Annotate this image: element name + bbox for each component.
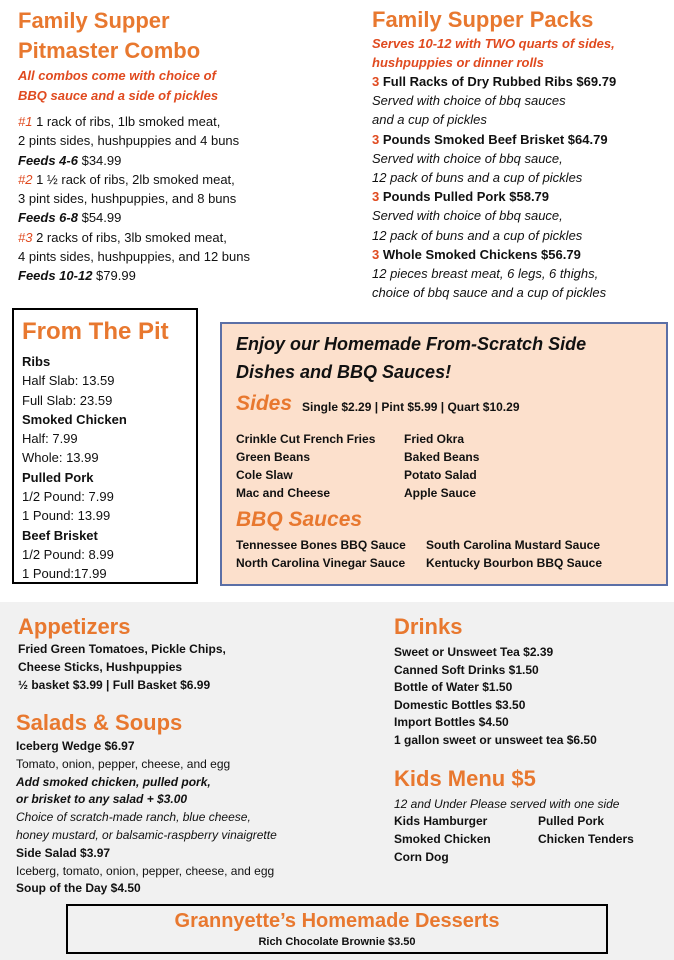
family-packs-note <box>372 34 615 72</box>
sauce-list <box>236 536 603 572</box>
side-item: Potato Salad <box>404 468 477 482</box>
salad-dressing: honey mustard, or balsamic-raspberry vinaigrette <box>16 827 277 842</box>
pack-desc: 12 pieces breast meat, 6 legs, 6 thighs, <box>372 266 599 282</box>
drinks-title: Drinks <box>394 614 463 639</box>
pack-number: 3 <box>372 131 380 147</box>
sides-list <box>236 430 480 502</box>
family-packs-title: Family Supper Packs <box>372 7 594 32</box>
pit-price: Full Slab: 23.59 <box>22 392 113 408</box>
combo-list <box>18 112 250 286</box>
pack-name: Pounds Smoked Beef Brisket $64.79 <box>379 131 608 147</box>
sides-prices: Single $2.29 | Pint $5.99 | Quart $10.29 <box>302 400 520 414</box>
pack-item <box>372 245 616 303</box>
salad-desc: Iceberg, tomato, onion, pepper, cheese, and egg <box>16 863 275 878</box>
kids-menu-note: 12 and Under Please served with one side <box>394 797 620 811</box>
kids-item: Smoked Chicken <box>394 832 491 846</box>
side-item: Apple Sauce <box>404 486 477 500</box>
combo-item <box>18 112 250 170</box>
family-supper-title-line2: Pitmaster Combo <box>18 38 201 63</box>
sides-intro-line2: Dishes and BBQ Sauces! <box>236 362 452 382</box>
combo-line: 2 pints sides, hushpuppies and 4 buns <box>18 133 240 149</box>
desserts-box <box>66 904 608 954</box>
kids-menu-title: Kids Menu $5 <box>394 766 536 791</box>
drink-item: 1 gallon sweet or unsweet tea $6.50 <box>394 732 597 747</box>
pit-category: Pulled Pork <box>22 469 94 485</box>
combo-price: $54.99 <box>77 210 122 226</box>
family-supper-title-line1: Family Supper <box>18 8 170 33</box>
sides-intro-line1: Enjoy our Homemade From-Scratch Side <box>236 334 587 354</box>
kids-item: Corn Dog <box>394 850 449 864</box>
sauce-item: Kentucky Bourbon BBQ Sauce <box>426 556 603 570</box>
family-packs-note-line1: Serves 10-12 with TWO quarts of sides, <box>372 36 615 51</box>
pack-item <box>372 187 616 245</box>
pack-name: Full Racks of Dry Rubbed Ribs $69.79 <box>379 74 617 89</box>
combo-line: 4 pints sides, hushpuppies, and 12 buns <box>18 249 251 265</box>
pack-number: 3 <box>372 74 380 89</box>
soup-item: Soup of the Day $4.50 <box>16 881 141 896</box>
drinks-list <box>394 644 597 750</box>
pit-category: Smoked Chicken <box>22 411 127 427</box>
salad-item: Side Salad $3.97 <box>16 845 111 860</box>
sides-sauces-box <box>220 322 668 586</box>
pack-item <box>372 130 616 188</box>
pit-price: 1 Pound:17.99 <box>22 566 107 582</box>
combo-line: 3 pint sides, hushpuppies, and 8 buns <box>18 191 237 207</box>
family-packs-note-line2: hushpuppies or dinner rolls <box>372 55 544 70</box>
combo-line: 1 rack of ribs, 1lb smoked meat, <box>32 114 221 129</box>
salad-dressing: Choice of scratch-made ranch, blue cheese, <box>16 810 251 825</box>
combo-item <box>18 228 250 286</box>
drink-item: Bottle of Water $1.50 <box>394 680 513 695</box>
combo-number: #3 <box>18 229 33 245</box>
kids-item: Pulled Pork <box>538 814 605 828</box>
pack-desc: and a cup of pickles <box>372 112 487 128</box>
salad-item: Iceberg Wedge $6.97 <box>16 739 135 753</box>
side-item: Baked Beans <box>404 450 480 464</box>
sides-intro <box>236 330 586 386</box>
salad-desc: Tomato, onion, pepper, cheese, and egg <box>16 756 231 771</box>
kids-item: Kids Hamburger <box>394 814 488 828</box>
pit-category: Ribs <box>22 354 51 369</box>
pack-name: Pounds Pulled Pork $58.79 <box>379 189 550 205</box>
drink-item: Canned Soft Drinks $1.50 <box>394 662 539 677</box>
drink-item: Domestic Bottles $3.50 <box>394 697 526 712</box>
combo-number: #2 <box>18 171 33 187</box>
combo-line: 2 racks of ribs, 3lb smoked meat, <box>32 229 227 245</box>
salads-soups-title: Salads & Soups <box>16 710 183 735</box>
combo-price: $79.99 <box>92 268 136 284</box>
pit-list <box>22 352 188 584</box>
appetizer-price: ½ basket $3.99 | Full Basket $6.99 <box>18 678 211 692</box>
combo-feeds: Feeds 6-8 <box>18 210 78 226</box>
salad-addon: or brisket to any salad + $3.00 <box>16 792 188 807</box>
side-item: Green Beans <box>236 450 311 464</box>
dessert-item: Rich Chocolate Brownie $3.50 <box>258 936 416 948</box>
pack-list <box>372 72 616 302</box>
pit-price: 1/2 Pound: 7.99 <box>22 489 114 505</box>
salads-list <box>16 738 277 898</box>
family-supper-note-line1: All combos come with choice of <box>18 68 216 83</box>
sauce-item: North Carolina Vinegar Sauce <box>236 556 406 570</box>
kids-item: Chicken Tenders <box>538 832 634 846</box>
pack-desc: Served with choice of bbq sauce, <box>372 150 563 166</box>
side-item: Crinkle Cut French Fries <box>236 432 376 446</box>
family-supper-note <box>18 66 218 106</box>
pit-price: Half Slab: 13.59 <box>22 373 115 389</box>
pit-price: 1/2 Pound: 8.99 <box>22 546 114 562</box>
pack-name: Whole Smoked Chickens $56.79 <box>379 246 581 262</box>
pack-item <box>372 72 616 130</box>
drink-item: Sweet or Unsweet Tea $2.39 <box>394 645 554 659</box>
combo-number: #1 <box>18 114 33 129</box>
salad-addon: Add smoked chicken, pulled pork, <box>16 774 211 789</box>
family-supper-title <box>18 6 200 66</box>
side-item: Cole Slaw <box>236 468 293 482</box>
pack-desc: choice of bbq sauce and a cup of pickles <box>372 285 607 301</box>
from-the-pit-box <box>12 308 198 584</box>
appetizer-line: Cheese Sticks, Hushpuppies <box>18 660 183 674</box>
desserts-title: Grannyette’s Homemade Desserts <box>174 910 500 932</box>
bbq-sauces-title: BBQ Sauces <box>236 508 363 531</box>
appetizer-line: Fried Green Tomatoes, Pickle Chips, <box>18 642 226 656</box>
sides-title: Sides <box>236 392 293 415</box>
pit-price: Half: 7.99 <box>22 431 78 447</box>
pit-category: Beef Brisket <box>22 527 98 543</box>
pit-title: From The Pit <box>22 318 169 345</box>
combo-feeds: Feeds 4-6 <box>18 152 78 168</box>
pack-desc: Served with choice of bbq sauces <box>372 93 566 109</box>
drink-item: Import Bottles $4.50 <box>394 715 509 730</box>
appetizers-title: Appetizers <box>18 614 131 639</box>
pack-desc: 12 pack of buns and a cup of pickles <box>372 227 583 243</box>
combo-feeds: Feeds 10-12 <box>18 268 93 284</box>
combo-line: 1 ½ rack of ribs, 2lb smoked meat, <box>32 171 235 187</box>
sauce-item: Tennessee Bones BBQ Sauce <box>236 538 406 552</box>
family-supper-note-line2: BBQ sauce and a side of pickles <box>18 88 219 103</box>
sauce-item: South Carolina Mustard Sauce <box>426 538 601 552</box>
pit-price: Whole: 13.99 <box>22 450 99 466</box>
side-item: Mac and Cheese <box>236 486 331 500</box>
pack-number: 3 <box>372 246 380 262</box>
appetizers-list <box>18 640 226 694</box>
kids-menu-list <box>394 812 634 866</box>
side-item: Fried Okra <box>404 432 465 446</box>
pit-price: 1 Pound: 13.99 <box>22 508 111 524</box>
combo-item <box>18 170 250 228</box>
pack-desc: 12 pack of buns and a cup of pickles <box>372 170 583 186</box>
pack-number: 3 <box>372 189 380 205</box>
combo-price: $34.99 <box>77 152 122 168</box>
pack-desc: Served with choice of bbq sauce, <box>372 208 563 224</box>
